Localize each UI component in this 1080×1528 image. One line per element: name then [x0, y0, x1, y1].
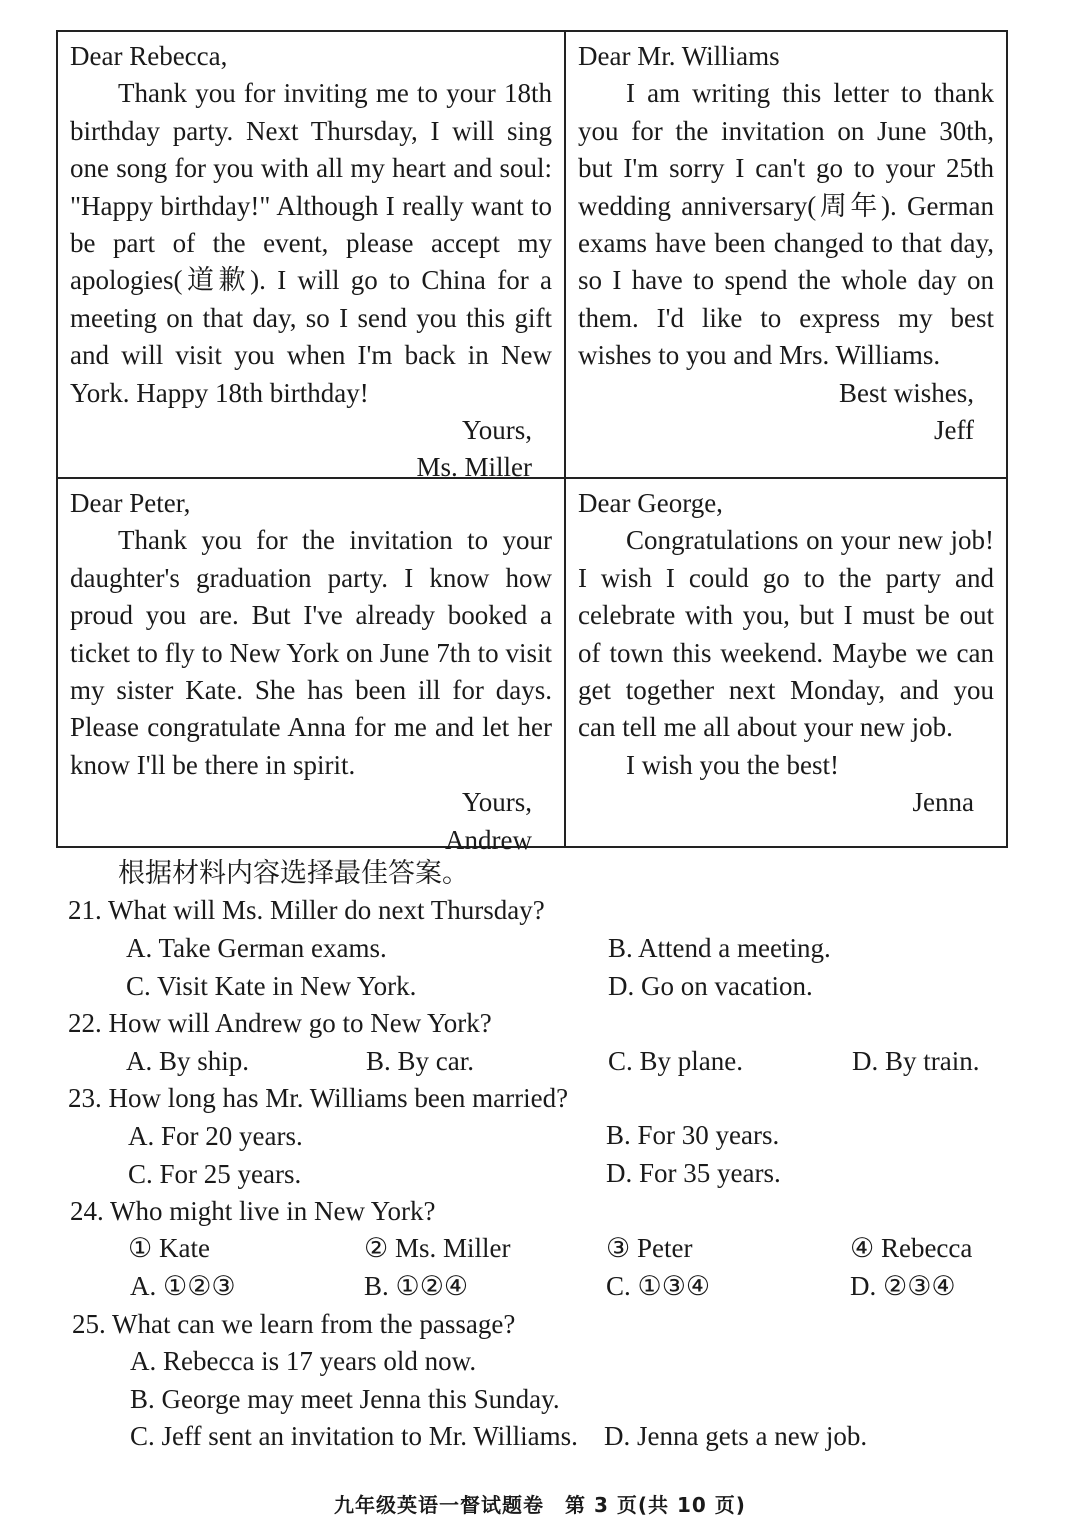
- option-24a: A. ①②③: [130, 1271, 236, 1301]
- letter-signature: Jeff: [934, 415, 974, 446]
- option-24c: C. ①③④: [606, 1271, 711, 1301]
- question-25: 25. What can we learn from the passage?: [72, 1309, 516, 1339]
- letter-greeting: Dear Peter,: [70, 488, 191, 518]
- option-24b: B. ①②④: [364, 1271, 469, 1301]
- letter-to-peter: [58, 479, 566, 855]
- letter-to-rebecca: [58, 32, 566, 483]
- choice-ms-miller: ② Ms. Miller: [364, 1233, 511, 1263]
- option-21b: B. Attend a meeting.: [608, 933, 831, 963]
- letter-body: Thank you for inviting me to your 18th birthday party. Next Thursday, I will sing one song for you with all my heart and soul: "Happy birthday!" Although I really want to be part of the event, please accept my apologies(道歉). I will go to China for a meeting on that day, so I send you this gift and will visit you when I'm back in New York. Happy 18th birthday!: [70, 78, 552, 408]
- choice-rebecca: ④ Rebecca: [850, 1233, 973, 1263]
- option-23d: D. For 35 years.: [606, 1158, 781, 1188]
- option-22d: D. By train.: [852, 1046, 980, 1076]
- letter-to-george: [566, 479, 1006, 846]
- letter-closing: Yours,: [461, 415, 532, 446]
- option-21a: A. Take German exams.: [126, 933, 387, 963]
- letter-greeting: Dear George,: [578, 488, 723, 518]
- letter-body: Congratulations on your new job! I wish I could go to the party and celebrate with you, but I must be out of town this weekend. Maybe we can get together next Monday, and you can tell me all about your new job.: [578, 525, 994, 743]
- option-23a: A. For 20 years.: [128, 1121, 303, 1151]
- option-25d: D. Jenna gets a new job.: [604, 1421, 868, 1451]
- letter-signature: Ms. Miller: [416, 452, 532, 483]
- question-21: 21. What will Ms. Miller do next Thursday?: [68, 895, 545, 925]
- page-footer: 九年级英语一督试题卷 第 3 页(共 10 页): [334, 1493, 746, 1517]
- letter-to-mr-williams: [566, 32, 1006, 479]
- choice-peter: ③ Peter: [606, 1233, 693, 1263]
- option-21d: D. Go on vacation.: [608, 971, 813, 1001]
- option-24d: D. ②③④: [850, 1271, 956, 1301]
- option-25c: C. Jeff sent an invitation to Mr. Williams.: [130, 1421, 578, 1451]
- letter-wish: I wish you the best!: [626, 749, 839, 780]
- option-23b: B. For 30 years.: [606, 1120, 780, 1150]
- question-24: 24. Who might live in New York?: [70, 1196, 436, 1226]
- letter-greeting: Dear Rebecca,: [70, 41, 228, 71]
- question-23: 23. How long has Mr. Williams been married?: [68, 1083, 569, 1113]
- option-23c: C. For 25 years.: [128, 1159, 302, 1189]
- option-25a: A. Rebecca is 17 years old now.: [130, 1346, 477, 1376]
- letter-signature: Andrew: [445, 824, 532, 855]
- instructions: 根据材料内容选择最佳答案。: [118, 858, 469, 888]
- option-25b: B. George may meet Jenna this Sunday.: [130, 1384, 560, 1414]
- letter-greeting: Dear Mr. Williams: [578, 41, 780, 71]
- question-22: 22. How will Andrew go to New York?: [68, 1008, 492, 1038]
- letter-body: Thank you for the invitation to your daughter's graduation party. I know how proud you are. But I've already booked a ticket to fly to New York on June 7th to visit my sister Kate. She has been ill for days. Please congratulate Anna for me and let her know I'll be there in spirit.: [70, 525, 552, 780]
- letter-body: I am writing this letter to thank you for the invitation on June 30th, but I'm sorry I can't go to your 25th wedding anniversary(周年). German exams have been changed to that day, so I have to spend the whole day on them. I'd like to express my best wishes to you and Mrs. Williams.: [578, 78, 994, 371]
- option-22b: B. By car.: [366, 1046, 474, 1076]
- option-22a: A. By ship.: [126, 1046, 250, 1076]
- letter-signature: Jenna: [912, 787, 974, 818]
- option-22c: C. By plane.: [608, 1046, 743, 1076]
- option-21c: C. Visit Kate in New York.: [126, 971, 417, 1001]
- letter-closing: Yours,: [461, 787, 532, 818]
- letter-closing: Best wishes,: [839, 377, 974, 408]
- letters-grid: [56, 30, 1008, 855]
- choice-kate: ① Kate: [128, 1233, 210, 1263]
